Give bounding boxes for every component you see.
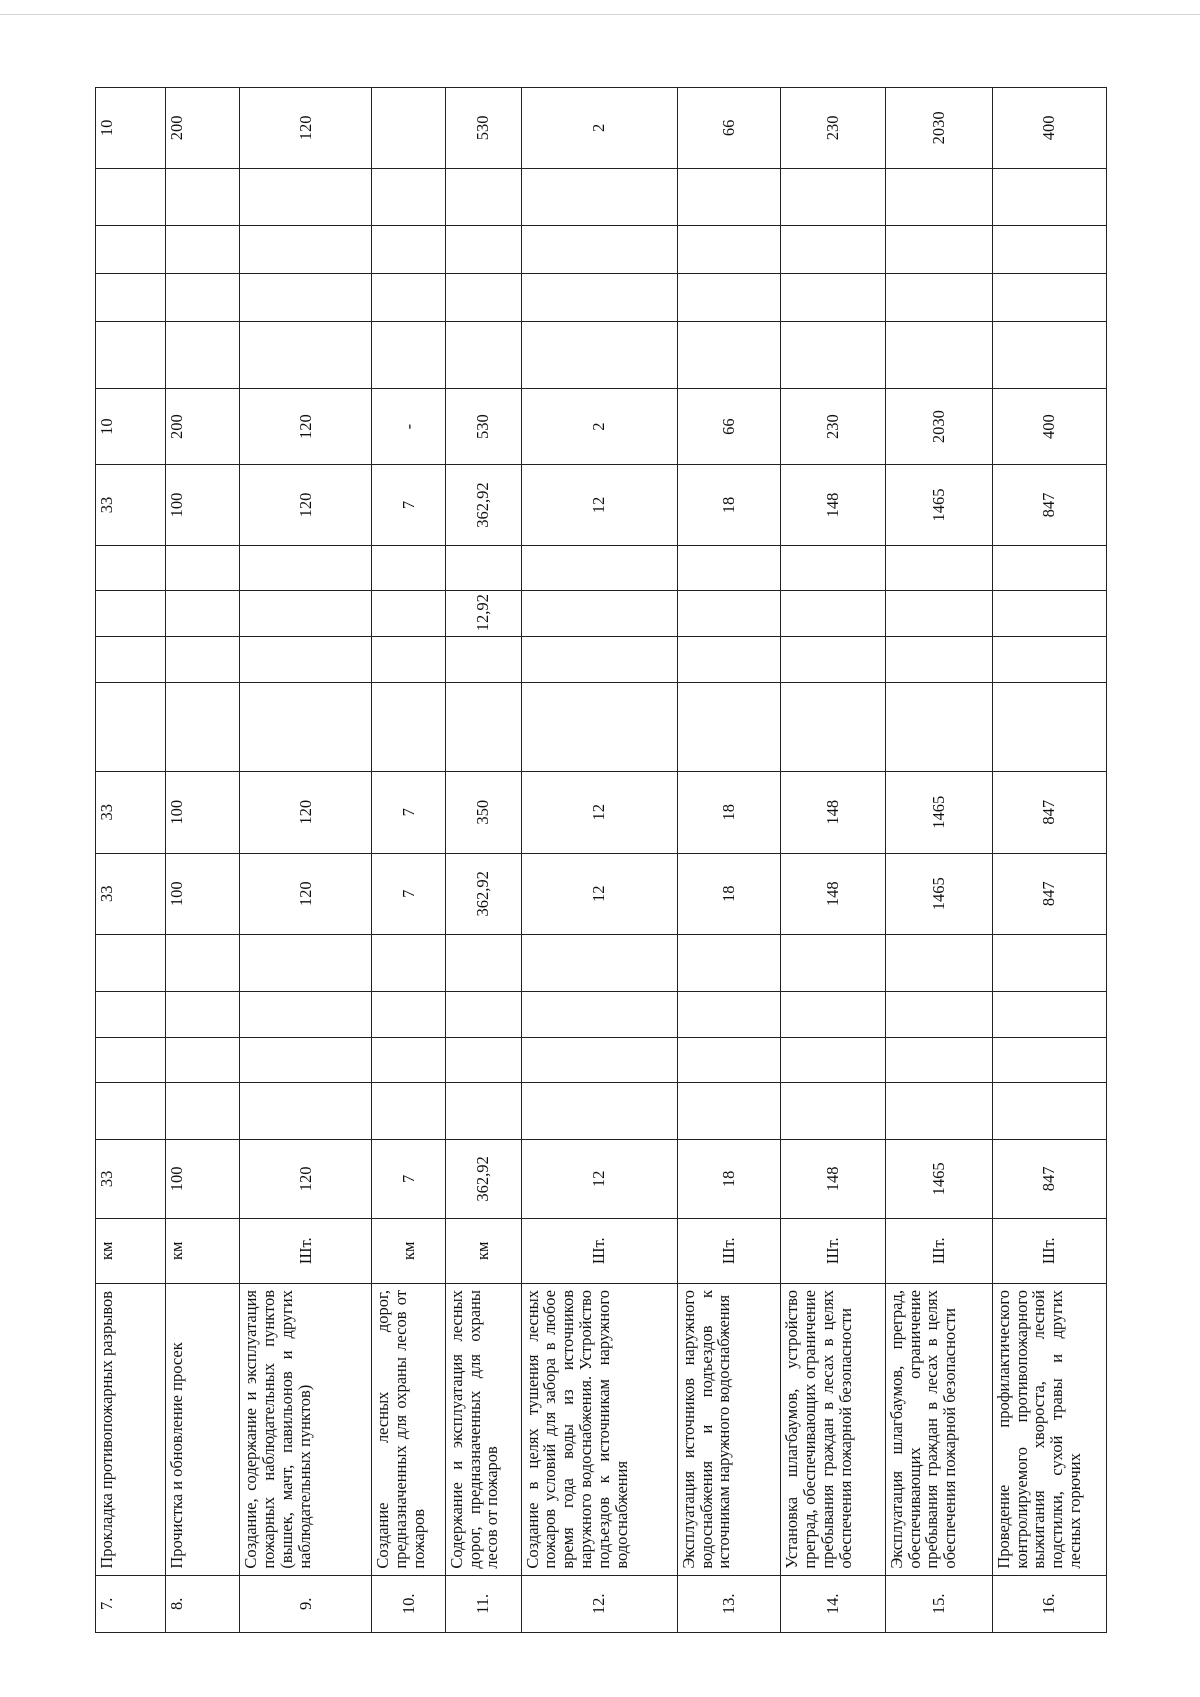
value-cell (445, 1082, 521, 1139)
value-cell (165, 637, 240, 682)
value-cell (445, 545, 521, 590)
value-cell (885, 935, 992, 992)
value-cell: 66 (677, 88, 780, 169)
value-cell (677, 992, 780, 1037)
value-cell (677, 1082, 780, 1139)
value-cell: 148 (781, 772, 886, 853)
value-cell (372, 682, 445, 772)
value-cell: 66 (677, 388, 780, 464)
value-cell (372, 274, 445, 322)
row-number-cell: 15. (885, 1575, 992, 1632)
value-cell (96, 591, 166, 637)
value-cell (165, 545, 240, 590)
row-number-cell: 10. (372, 1575, 445, 1632)
value-cell (240, 1037, 372, 1082)
value-cell (96, 225, 166, 273)
value-cell: 847 (992, 1140, 1106, 1218)
value-cell (445, 225, 521, 273)
value-cell: 12 (521, 772, 677, 853)
value-cell: 1465 (885, 1140, 992, 1218)
value-cell: 7 (372, 1140, 445, 1218)
table-row (521, 88, 677, 1633)
unit-cell: Шт. (781, 1218, 886, 1283)
value-cell: 12 (521, 853, 677, 934)
value-cell (885, 1082, 992, 1139)
value-cell (677, 1037, 780, 1082)
value-cell: 100 (165, 465, 240, 545)
value-cell (372, 168, 445, 225)
value-cell: 1465 (885, 853, 992, 934)
value-cell: 120 (240, 88, 372, 169)
table-row (96, 88, 166, 1633)
value-cell (781, 225, 886, 273)
value-cell (885, 545, 992, 590)
value-cell: 148 (781, 853, 886, 934)
table-row (240, 88, 372, 1633)
measure-name-cell: Эксплуатация источников наружного водоснабжения и подъездов к источникам наружного водоснабжения (677, 1283, 780, 1575)
value-cell: 2030 (885, 388, 992, 464)
value-cell: 7 (372, 465, 445, 545)
value-cell (992, 591, 1106, 637)
value-cell (677, 168, 780, 225)
unit-cell: Шт. (992, 1218, 1106, 1283)
row-number-cell: 11. (445, 1575, 521, 1632)
value-cell (240, 935, 372, 992)
table-row (165, 88, 240, 1633)
value-cell (240, 545, 372, 590)
value-cell: 33 (96, 772, 166, 853)
value-cell (781, 682, 886, 772)
value-cell (781, 992, 886, 1037)
table-row (677, 88, 780, 1633)
unit-cell: км (372, 1218, 445, 1283)
value-cell (992, 274, 1106, 322)
value-cell: - (372, 388, 445, 464)
value-cell (781, 168, 886, 225)
value-cell (372, 935, 445, 992)
value-cell (372, 225, 445, 273)
value-cell (240, 225, 372, 273)
value-cell (445, 168, 521, 225)
row-number-cell: 13. (677, 1575, 780, 1632)
value-cell (781, 545, 886, 590)
value-cell (677, 545, 780, 590)
value-cell (96, 545, 166, 590)
value-cell (165, 1082, 240, 1139)
value-cell (781, 1037, 886, 1082)
value-cell: 33 (96, 465, 166, 545)
value-cell: 400 (992, 388, 1106, 464)
value-cell (521, 637, 677, 682)
value-cell (165, 225, 240, 273)
value-cell (96, 637, 166, 682)
value-cell (521, 1037, 677, 1082)
value-cell (165, 682, 240, 772)
row-number-cell: 8. (165, 1575, 240, 1632)
fire-safety-measures-table (95, 87, 1107, 1633)
value-cell (445, 322, 521, 388)
value-cell: 148 (781, 465, 886, 545)
value-cell (445, 992, 521, 1037)
value-cell: 33 (96, 1140, 166, 1218)
value-cell: 362,92 (445, 465, 521, 545)
value-cell: 1465 (885, 465, 992, 545)
value-cell (992, 682, 1106, 772)
value-cell (240, 637, 372, 682)
value-cell (96, 168, 166, 225)
value-cell: 362,92 (445, 1140, 521, 1218)
value-cell: 847 (992, 465, 1106, 545)
value-cell (521, 992, 677, 1037)
unit-cell: км (165, 1218, 240, 1283)
value-cell: 7 (372, 772, 445, 853)
value-cell: 10 (96, 388, 166, 464)
value-cell (372, 322, 445, 388)
value-cell (372, 591, 445, 637)
value-cell (781, 1082, 886, 1139)
value-cell: 120 (240, 772, 372, 853)
value-cell: 100 (165, 1140, 240, 1218)
value-cell: 120 (240, 465, 372, 545)
value-cell: 350 (445, 772, 521, 853)
value-cell (781, 591, 886, 637)
value-cell (885, 168, 992, 225)
value-cell: 10 (96, 88, 166, 169)
value-cell (165, 591, 240, 637)
value-cell (240, 322, 372, 388)
unit-cell: Шт. (677, 1218, 780, 1283)
value-cell (992, 225, 1106, 273)
value-cell: 362,92 (445, 853, 521, 934)
value-cell (96, 1082, 166, 1139)
value-cell (96, 935, 166, 992)
value-cell (992, 935, 1106, 992)
value-cell (677, 591, 780, 637)
value-cell: 148 (781, 1140, 886, 1218)
value-cell (521, 322, 677, 388)
value-cell (992, 637, 1106, 682)
row-number-cell: 9. (240, 1575, 372, 1632)
value-cell (885, 322, 992, 388)
value-cell: 100 (165, 772, 240, 853)
value-cell (445, 935, 521, 992)
unit-cell: км (96, 1218, 166, 1283)
value-cell (885, 992, 992, 1037)
value-cell (240, 682, 372, 772)
value-cell (445, 274, 521, 322)
table-row (885, 88, 992, 1633)
value-cell: 18 (677, 465, 780, 545)
value-cell: 18 (677, 1140, 780, 1218)
value-cell (521, 591, 677, 637)
value-cell (165, 274, 240, 322)
value-cell (165, 992, 240, 1037)
value-cell (521, 1082, 677, 1139)
value-cell (992, 545, 1106, 590)
value-cell (240, 1082, 372, 1139)
value-cell (677, 274, 780, 322)
value-cell: 1465 (885, 772, 992, 853)
value-cell: 847 (992, 772, 1106, 853)
value-cell: 847 (992, 853, 1106, 934)
value-cell (521, 168, 677, 225)
value-cell: 18 (677, 853, 780, 934)
measure-name-cell: Создание, содержание и эксплуатация пожарных наблюдательных пунктов (вышек, мачт, павильонов и других наблюдательных пунктов) (240, 1283, 372, 1575)
value-cell (96, 1037, 166, 1082)
value-cell (372, 1082, 445, 1139)
value-cell (885, 225, 992, 273)
value-cell (781, 274, 886, 322)
value-cell: 230 (781, 388, 886, 464)
value-cell (240, 591, 372, 637)
value-cell (885, 637, 992, 682)
value-cell (165, 935, 240, 992)
measure-name-cell: Прочистка и обновление просек (165, 1283, 240, 1575)
value-cell: 120 (240, 1140, 372, 1218)
value-cell (992, 1082, 1106, 1139)
value-cell (240, 168, 372, 225)
value-cell (521, 682, 677, 772)
value-cell: 400 (992, 88, 1106, 169)
value-cell (885, 1037, 992, 1082)
row-number-cell: 16. (992, 1575, 1106, 1632)
row-number-cell: 12. (521, 1575, 677, 1632)
value-cell: 12 (521, 1140, 677, 1218)
value-cell (240, 992, 372, 1037)
value-cell: 12,92 (445, 591, 521, 637)
value-cell (372, 637, 445, 682)
value-cell (885, 591, 992, 637)
value-cell (992, 992, 1106, 1037)
value-cell (521, 225, 677, 273)
value-cell (165, 168, 240, 225)
value-cell (677, 225, 780, 273)
value-cell: 33 (96, 853, 166, 934)
measure-name-cell: Эксплуатация шлагбаумов, преград, обеспечивающих ограничение пребывания граждан в лесах в целях обеспечения пожарной безопасности (885, 1283, 992, 1575)
value-cell (445, 637, 521, 682)
value-cell: 120 (240, 853, 372, 934)
value-cell (372, 545, 445, 590)
value-cell: 120 (240, 388, 372, 464)
value-cell (445, 682, 521, 772)
value-cell: 530 (445, 388, 521, 464)
measure-name-cell: Содержание и эксплуатация лесных дорог, предназначенных для охраны лесов от пожаров (445, 1283, 521, 1575)
value-cell (992, 168, 1106, 225)
value-cell: 12 (521, 465, 677, 545)
value-cell (677, 682, 780, 772)
value-cell (677, 935, 780, 992)
table-row (445, 88, 521, 1633)
value-cell (240, 274, 372, 322)
rotated-table-container (95, 87, 1107, 1633)
value-cell (781, 935, 886, 992)
value-cell (165, 1037, 240, 1082)
value-cell (165, 322, 240, 388)
row-number-cell: 7. (96, 1575, 166, 1632)
value-cell (781, 322, 886, 388)
value-cell (521, 274, 677, 322)
measure-name-cell: Прокладка противопожарных разрывов (96, 1283, 166, 1575)
row-number-cell: 14. (781, 1575, 886, 1632)
measure-name-cell: Установка шлагбаумов, устройство преград, обеспечивающих ограничение пребывания граждан в лесах в целях обеспечения пожарной безопасности (781, 1283, 886, 1575)
table-row (992, 88, 1106, 1633)
value-cell (372, 88, 445, 169)
value-cell: 530 (445, 88, 521, 169)
value-cell: 2 (521, 388, 677, 464)
value-cell: 230 (781, 88, 886, 169)
value-cell (992, 322, 1106, 388)
table-row (372, 88, 445, 1633)
table-row (781, 88, 886, 1633)
unit-cell: Шт. (240, 1218, 372, 1283)
value-cell: 7 (372, 853, 445, 934)
value-cell (677, 322, 780, 388)
unit-cell: км (445, 1218, 521, 1283)
value-cell: 18 (677, 772, 780, 853)
table-body (96, 88, 1107, 1633)
value-cell: 200 (165, 88, 240, 169)
value-cell (885, 682, 992, 772)
unit-cell: Шт. (885, 1218, 992, 1283)
value-cell (372, 1037, 445, 1082)
value-cell (96, 274, 166, 322)
rotated-table-area (95, 87, 1107, 1633)
unit-cell: Шт. (521, 1218, 677, 1283)
value-cell (521, 545, 677, 590)
measure-name-cell: Создание в целях тушения лесных пожаров условий для забора в любое время года воды из источников наружного водоснабжения. Устройство подъездов к источникам наружного водоснабжения (521, 1283, 677, 1575)
value-cell (445, 1037, 521, 1082)
value-cell: 2 (521, 88, 677, 169)
value-cell: 2030 (885, 88, 992, 169)
value-cell: 100 (165, 853, 240, 934)
value-cell (521, 935, 677, 992)
value-cell (372, 992, 445, 1037)
value-cell (885, 274, 992, 322)
value-cell (992, 1037, 1106, 1082)
measure-name-cell: Создание лесных дорог, предназначенных для охраны лесов от пожаров (372, 1283, 445, 1575)
value-cell (96, 682, 166, 772)
scan-edge-line (0, 14, 1200, 15)
value-cell (96, 322, 166, 388)
value-cell: 200 (165, 388, 240, 464)
value-cell (781, 637, 886, 682)
value-cell (96, 992, 166, 1037)
value-cell (677, 637, 780, 682)
measure-name-cell: Проведение профилактического контролируемого противопожарного выжигания хвороста, лесной подстилки, сухой травы и других лесных горючих (992, 1283, 1106, 1575)
